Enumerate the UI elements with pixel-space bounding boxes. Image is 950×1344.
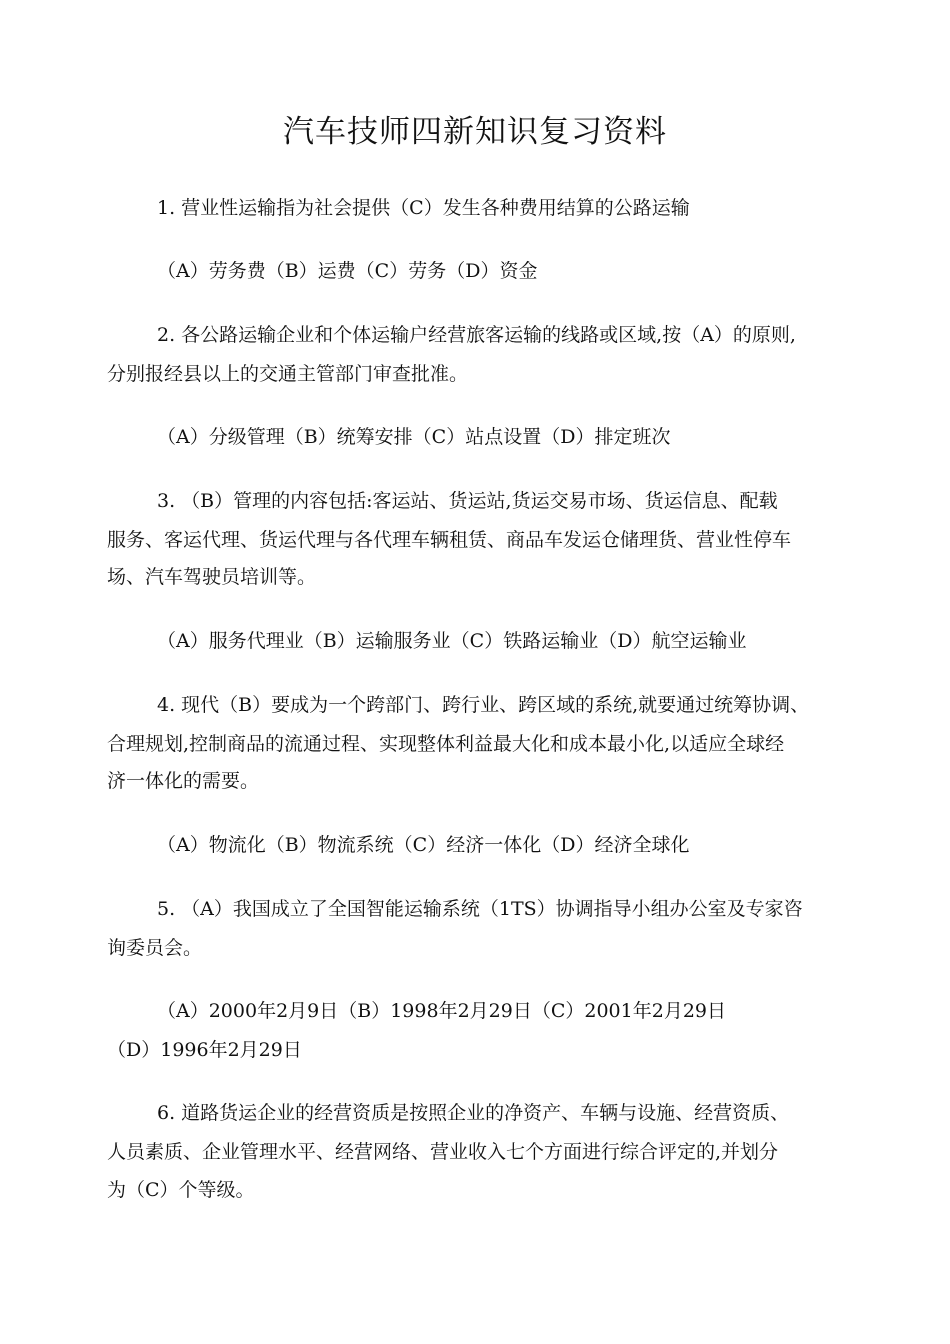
question-4-line-2: 合理规划,控制商品的流通过程、实现整体利益最大化和成本最小化,以适应全球经: [107, 733, 785, 755]
document-title: 汽车技师四新知识复习资料: [283, 114, 667, 150]
question-2-line-1: 2. 各公路运输企业和个体运输户经营旅客运输的线路或区域,按（A）的原则,: [157, 324, 796, 346]
question-4-line-1: 4. 现代（B）要成为一个跨部门、跨行业、跨区域的系统,就要通过统筹协调、: [157, 694, 810, 716]
question-3-line-2: 服务、客运代理、货运代理与各代理车辆租赁、商品车发运仓储理货、营业性停车: [107, 529, 792, 551]
question-5-line-2: 询委员会。: [107, 937, 203, 959]
question-2-options: （A）分级管理（B）统筹安排（C）站点设置（D）排定班次: [157, 426, 671, 448]
question-1-line-1: 1. 营业性运输指为社会提供（C）发生各种费用结算的公路运输: [157, 197, 690, 219]
question-6-line-1: 6. 道路货运企业的经营资质是按照企业的净资产、车辆与设施、经营资质、: [157, 1102, 790, 1124]
question-4-line-3: 济一体化的需要。: [107, 770, 260, 792]
question-5-options-line-2: （D）1996年2月29日: [107, 1039, 302, 1061]
question-3-line-1: 3. （B）管理的内容包括:客运站、货运站,货运交易市场、货运信息、配载: [157, 490, 778, 512]
question-6-line-3: 为（C）个等级。: [107, 1179, 255, 1201]
question-4-options: （A）物流化（B）物流系统（C）经济一体化（D）经济全球化: [157, 834, 690, 856]
question-3-options: （A）服务代理业（B）运输服务业（C）铁路运输业（D）航空运输业: [157, 630, 747, 652]
question-5-options-line-1: （A）2000年2月9日（B）1998年2月29日（C）2001年2月29日: [157, 1000, 726, 1022]
question-6-line-2: 人员素质、企业管理水平、经营网络、营业收入七个方面进行综合评定的,并划分: [107, 1141, 779, 1163]
question-5-line-1: 5. （A）我国成立了全国智能运输系统（1TS）协调指导小组办公室及专家咨: [157, 898, 803, 920]
question-3-line-3: 场、汽车驾驶员培训等。: [107, 566, 317, 588]
question-2-line-2: 分别报经县以上的交通主管部门审查批准。: [107, 363, 469, 385]
question-1-options: （A）劳务费（B）运费（C）劳务（D）资金: [157, 260, 538, 282]
